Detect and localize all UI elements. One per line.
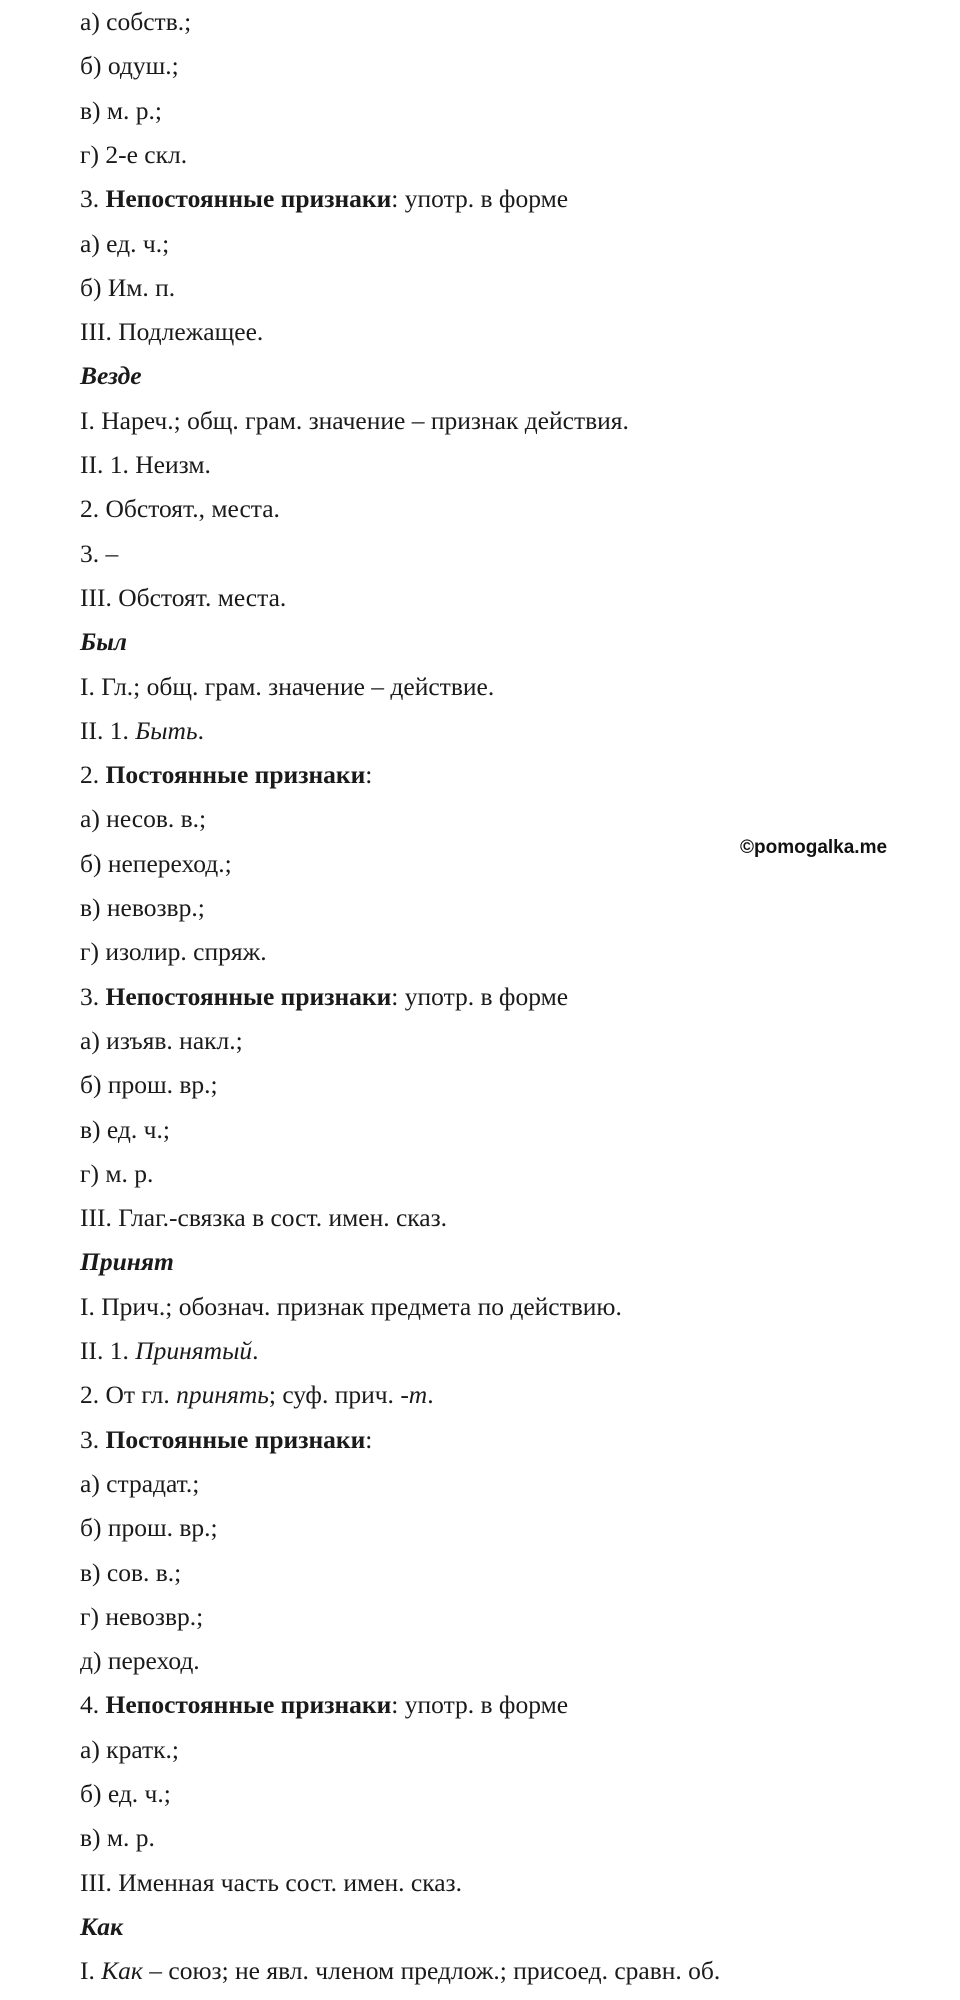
italic-term: -т [400,1380,428,1410]
line-text: б) прош. вр.; [80,1070,218,1100]
parsing-line [80,1816,920,1860]
line-text: . [427,1380,434,1410]
line-text: 4. [80,1690,106,1720]
line-text: а) изъяв. накл.; [80,1025,243,1055]
heading-text: Везде [80,361,142,391]
parsing-line [80,133,920,177]
italic-term: Как [101,1956,143,1986]
parsing-line [80,1949,920,1993]
line-text: 3. – [80,538,119,568]
parsing-line [80,1639,920,1683]
line-text: а) ед. ч.; [80,228,170,258]
parsing-line [80,222,920,266]
italic-term: Быть [135,715,198,745]
parsing-line [80,797,920,841]
parsing-line [80,1418,920,1462]
line-text: г) 2-е скл. [80,139,188,169]
line-text: II. 1. [80,1336,136,1365]
line-text: б) одуш.; [80,51,179,81]
parsing-line [80,1329,920,1373]
parsing-line [80,310,920,354]
line-text: а) страдат.; [80,1468,200,1498]
line-text: г) изолир. спряж. [80,937,267,967]
parsing-line [80,266,920,310]
line-text: I. Гл.; общ. грам. значение – действие. [80,671,495,701]
heading-text: Был [80,627,127,657]
parsing-line [80,886,920,930]
parsing-line [80,1285,920,1329]
line-text: 3. [80,184,106,214]
line-text: : употр. в форме [391,981,569,1011]
line-text: I. Нареч.; общ. грам. значение – признак действия. [80,405,629,435]
parsing-line [80,1373,920,1417]
parsing-line [80,1728,920,1772]
parsing-line [80,1019,920,1063]
line-text: б) непереход.; [80,848,232,878]
line-text: в) м. р. [80,1823,155,1853]
line-text: 2. Обстоят., места. [80,494,280,524]
line-text: : [365,1424,373,1454]
parsing-line [80,576,920,620]
parsing-line [80,975,920,1019]
parsing-line [80,1196,920,1240]
line-text: III. Подлежащее. [80,317,264,347]
parsing-line [80,1462,920,1506]
line-text: 3. [80,1424,106,1454]
line-text: а) собств.; [80,7,192,36]
line-text: в) невозвр.; [80,893,205,922]
line-text: в) м. р.; [80,95,163,125]
parsing-line [80,1772,920,1816]
line-text: б) ед. ч.; [80,1779,171,1808]
line-text: г) невозвр.; [80,1601,204,1631]
feature-label: Постоянные признаки [105,1424,366,1454]
line-text: : употр. в форме [391,1690,569,1720]
parsing-line [80,1506,920,1550]
line-text: I. Прич.; обознач. признак предмета по действию. [80,1291,622,1321]
line-text: 2. От гл. [80,1380,177,1410]
line-text: III. Обстоят. места. [80,582,287,612]
parsing-line [80,1861,920,1905]
line-text: в) ед. ч.; [80,1114,170,1144]
line-text: б) прош. вр.; [80,1513,218,1543]
parsing-line [80,1108,920,1152]
italic-term: Принятый [135,1336,253,1365]
line-text: б) Им. п. [80,272,176,302]
line-text: 2. [80,760,106,790]
line-text: III. Именная часть сост. имен. сказ. [80,1867,463,1897]
parsing-line [80,44,920,88]
watermark: ©pomogalka.me [740,837,888,858]
parsing-line [80,443,920,487]
heading-text: Как [80,1911,123,1941]
heading-text: Принят [80,1247,174,1277]
parsing-line [80,1551,920,1595]
parsing-line [80,487,920,531]
line-text: а) кратк.; [80,1734,179,1764]
word-heading [80,1905,920,1949]
parsing-line [80,399,920,443]
line-text: д) переход. [80,1646,200,1676]
parsing-line [80,753,920,797]
parsing-line [80,1595,920,1639]
line-text: III. Глаг.-связка в сост. имен. сказ. [80,1203,448,1233]
line-text: – союз; не явл. членом предлож.; присоед. сравн. об. [142,1956,721,1986]
parsing-line [80,709,920,753]
line-text: в) сов. в.; [80,1557,182,1587]
word-heading [80,620,920,664]
line-text: I. [80,1956,102,1986]
line-text: : употр. в форме [391,184,569,214]
line-text: : [365,760,373,790]
word-heading [80,354,920,398]
line-text: . [252,1336,259,1365]
line-text: 3. [80,981,106,1011]
parsing-line [80,89,920,133]
word-heading [80,1240,920,1284]
italic-term: принять [176,1380,269,1410]
parsing-line [80,532,920,576]
parsing-line [80,0,920,44]
parsing-line [80,1683,920,1727]
parsing-line [80,665,920,709]
line-text: ; суф. прич. [268,1380,401,1410]
parsing-line [80,177,920,221]
feature-label: Непостоянные признаки [105,981,392,1011]
parsing-line [80,1152,920,1196]
parsing-line [80,1063,920,1107]
line-text: г) м. р. [80,1158,154,1188]
line-text: а) несов. в.; [80,804,207,834]
line-text: . [197,715,204,745]
feature-label: Постоянные признаки [105,760,366,790]
line-text: II. 1. Неизм. [80,450,211,479]
parsing-line [80,930,920,974]
line-text: II. 1. [80,715,136,745]
feature-label: Непостоянные признаки [105,1690,392,1720]
feature-label: Непостоянные признаки [105,184,392,214]
